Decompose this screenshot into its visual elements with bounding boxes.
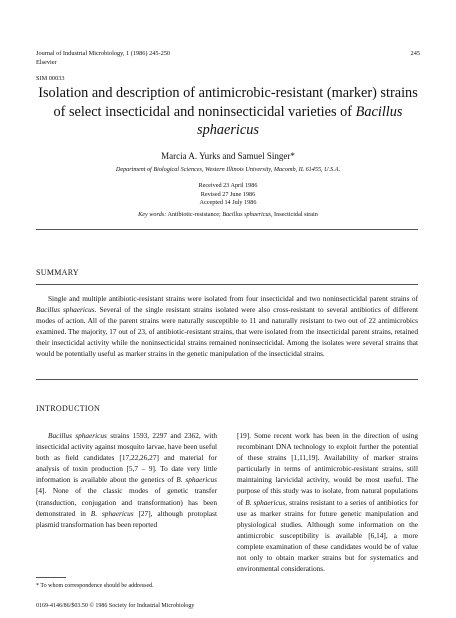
journal-citation: Journal of Industrial Microbiology, 1 (1986) 245-250 xyxy=(36,50,171,57)
received-date: Received 23 April 1986 xyxy=(198,182,258,189)
intro-column-right: [19]. Some recent work has been in the direction of using recombinant DNA technology to exploit further the potential of these strains [1,11,19]. Availability of marker strains particularly in terms of antimicrobic-resistant strains, still maintaining larvicidal activity, would be most useful. The purpose of this study was to isolate, from natural populations of B. sphaericus, strains resistant to a series of antibiotics for use as marker strains for future genetic manipulation and physiological studies. Although some information on the antimicrobic susceptibility is available [6,14], a more complete examination of these candidates would be of value not only to obtain marker strains but for systematics and environmental considerations. xyxy=(237,431,418,574)
revised-date: Revised 27 June 1986 xyxy=(200,190,256,198)
keywords-label: Key words: xyxy=(138,211,167,218)
footnote: * To whom correspondence should be addressed. xyxy=(36,583,154,589)
publisher: Elsevier xyxy=(36,58,57,66)
accepted-date: Accepted 14 July 1986 xyxy=(199,199,257,207)
article-dates xyxy=(0,182,456,208)
sim-number: SIM 00033 xyxy=(36,75,65,83)
footnote-rule xyxy=(36,577,66,578)
copyright-footer: 0169-4146/86/$03.50 © 1986 Society for Industrial Microbiology xyxy=(36,603,195,609)
divider-top xyxy=(36,229,418,230)
page-number: 245 xyxy=(410,50,420,57)
running-header xyxy=(36,50,170,84)
affiliation: Department of Biological Sciences, Western Illinois University, Macomb, IL 61455, U.S.A. xyxy=(115,166,341,173)
summary-heading: SUMMARY xyxy=(36,268,80,277)
summary-text: Single and multiple antibiotic-resistant strains were isolated from four insecticidal and two noninsecticidal parent strains of Bacillus sphaericus. Several of the single resistant strains isolated were also cross-resistant to several antibiotics of different modes of action. All of the parent strains were naturally susceptible to 11 and naturally resistant to two out of 22 antimicrobics examined. The majority, 17 out of 23, of antibiotic-resistant strains, that were isolated from the insecticidal parent strains, retained their insecticidal activity while the noninsecticidal strains remained noninsecticidal. Among the isolates were several strains that would be potentially useful as marker strains in the genetic manipulation of the insecticidal strains. xyxy=(36,294,419,359)
title-line-1: Isolation and description of antimicrobic-resistant (marker) strains xyxy=(38,85,418,101)
article-title xyxy=(18,84,438,140)
keywords: Key words: Antibiotic-resistance; Bacillus sphaericus, Insecticidal strain xyxy=(138,211,318,218)
authors: Marcia A. Yurks and Samuel Singer* xyxy=(161,151,295,161)
summary-rule-bottom xyxy=(36,379,418,380)
summary-rule-top xyxy=(36,284,418,285)
introduction-heading: INTRODUCTION xyxy=(36,404,101,413)
title-line-3: sphaericus xyxy=(197,122,259,138)
intro-column-left: Bacillus sphaericus strains 1593, 2297 and 2362, with insecticidal activity against mosquito larvae, have been useful both as field candidates [17,22,26,27] and material for analysis of toxin production [5,7 – 9]. To date very little information is available about the genetics of B. sphaericus [4]. None of the classic modes of genetic transfer (transduction, conjugation and transformation) has been demonstrated in B. sphaericus [27], although protoplast plasmid transformation has been reported xyxy=(36,431,217,529)
title-line-2: of select insecticidal and noninsecticidal varieties of Bacillus xyxy=(53,103,403,120)
